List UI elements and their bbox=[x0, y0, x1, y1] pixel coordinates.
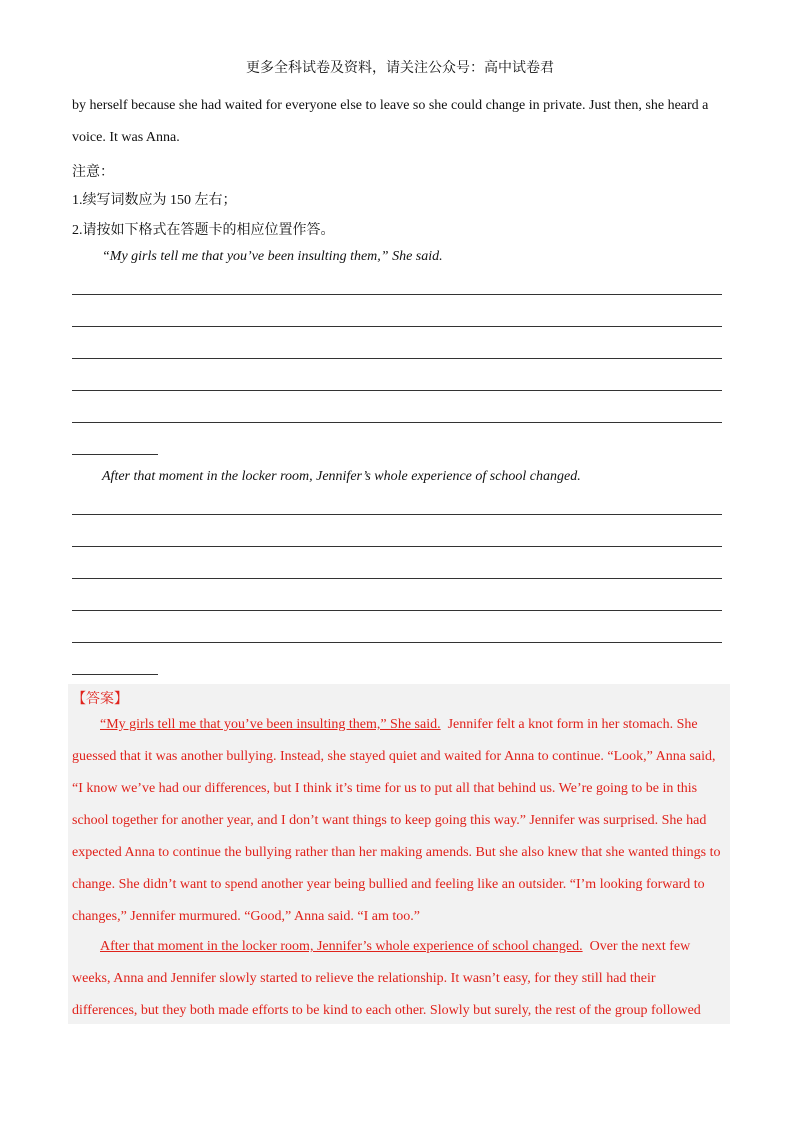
writing-line bbox=[72, 358, 722, 359]
answer-p1-line: expected Anna to continue the bullying rather than her making amends. But she also knew that she wanted things to bbox=[72, 845, 721, 860]
prompt-2: After that moment in the locker room, Jennifer’s whole experience of school changed. bbox=[102, 469, 581, 484]
answer-p1-line: “I know we’ve had our differences, but I think it’s time for us to put all that behind us. We’re going to be in this bbox=[72, 781, 698, 796]
writing-line bbox=[72, 326, 722, 327]
answer-p1-line: guessed that it was another bullying. Instead, she stayed quiet and waited for Anna to continue. “Look,” Anna said, bbox=[72, 749, 716, 764]
answer-label: 【答案】 bbox=[72, 692, 128, 707]
writing-line-short bbox=[72, 674, 158, 675]
writing-line bbox=[72, 294, 722, 295]
answer-p1-prompt: “My girls tell me that you’ve been insulting them,” She said. bbox=[100, 717, 441, 732]
writing-line bbox=[72, 610, 722, 611]
answer-p1-line: changes,” Jennifer murmured. “Good,” Anna said. “I am too.” bbox=[72, 909, 420, 924]
answer-p1-first-rest: Jennifer felt a knot form in her stomach. She bbox=[440, 717, 698, 732]
answer-p1-first-line bbox=[100, 717, 698, 733]
answer-p1-line: change. She didn’t want to spend another year being bullied and feeling like an outsider. “I’m looking forward to bbox=[72, 877, 705, 892]
writing-line bbox=[72, 514, 722, 515]
writing-line bbox=[72, 642, 722, 643]
answer-p2-first-rest: Over the next few bbox=[582, 939, 691, 954]
notes-item-1: 1.续写词数应为 150 左右； bbox=[72, 193, 237, 208]
page-header: 更多全科试卷及资料，请关注公众号：高中试卷君 bbox=[246, 61, 554, 76]
writing-line bbox=[72, 578, 722, 579]
writing-line-short bbox=[72, 454, 158, 455]
writing-line bbox=[72, 546, 722, 547]
notes-item-2: 2.请按如下格式在答题卡的相应位置作答。 bbox=[72, 223, 335, 238]
answer-p2-line: weeks, Anna and Jennifer slowly started to relieve the relationship. It wasn’t easy, for they still had their bbox=[72, 971, 656, 986]
intro-line-1: by herself because she had waited for everyone else to leave so she could change in private. Just then, she heard a bbox=[72, 98, 709, 113]
answer-p2-prompt: After that moment in the locker room, Jennifer’s whole experience of school changed. bbox=[100, 939, 583, 954]
prompt-1: “My girls tell me that you’ve been insulting them,” She said. bbox=[102, 249, 443, 264]
answer-p2-first-line bbox=[100, 939, 690, 955]
answer-p2-line: differences, but they both made efforts to be kind to each other. Slowly but surely, the rest of the group followed bbox=[72, 1003, 701, 1018]
writing-line bbox=[72, 422, 722, 423]
intro-line-2: voice. It was Anna. bbox=[72, 130, 180, 145]
writing-line bbox=[72, 390, 722, 391]
answer-p1-line: school together for another year, and I don’t want things to keep going this way.” Jennifer was surprised. She had bbox=[72, 813, 707, 828]
notes-title: 注意： bbox=[72, 165, 114, 180]
